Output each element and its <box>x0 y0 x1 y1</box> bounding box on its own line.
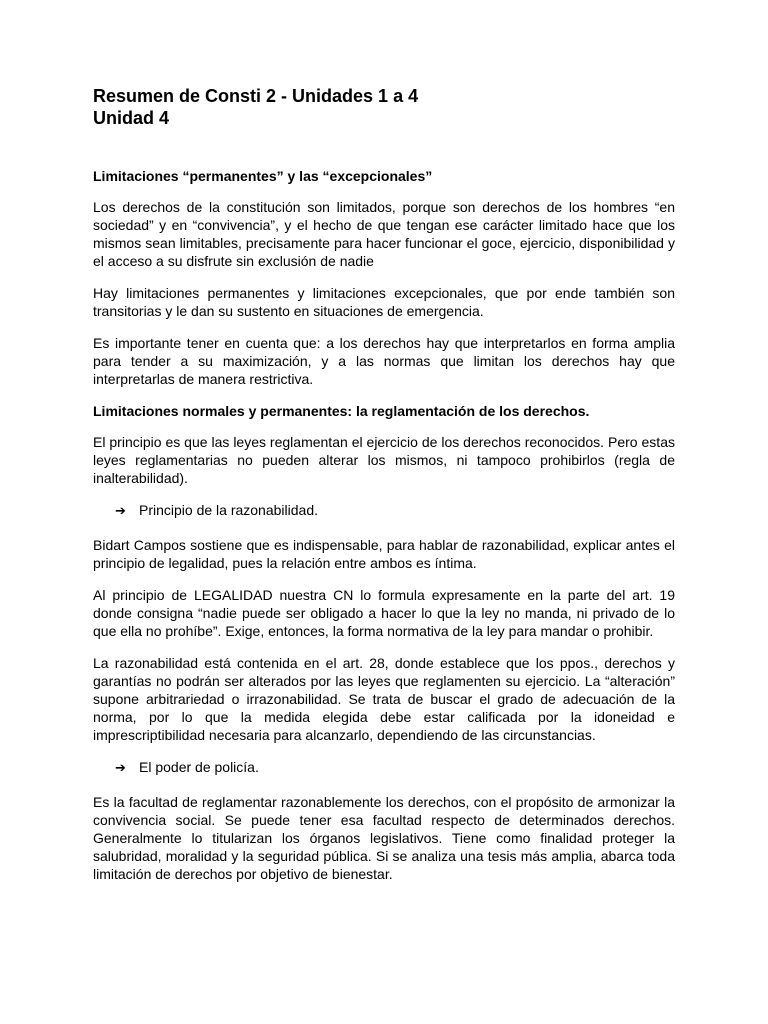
unit-title: Unidad 4 <box>93 108 170 128</box>
bullet-item-razonabilidad <box>93 501 675 521</box>
paragraph: Los derechos de la constitución son limitados, porque son derechos de los hombres “en sociedad” y en “convivencia”, y el hecho de que tengan ese carácter limitado hace que los mismos sean limitables, precisamente para hacer funcionar el goce, ejercicio, disponibilidad y el acceso a su disfrute sin exclusión de nadie <box>93 199 675 269</box>
section-heading-limitaciones: Limitaciones “permanentes” y las “excepcionales” <box>93 168 433 184</box>
arrow-bullet-icon: ➔ <box>115 504 126 519</box>
bullet-item-poder-de-policia <box>93 758 675 778</box>
paragraph: Al principio de LEGALIDAD nuestra CN lo formula expresamente en la parte del art. 19 donde consigna “nadie puede ser obligado a hacer lo que la ley no manda, ni privado de lo que ella no prohíbe”. Exige, entonces, la forma normativa de la ley para mandar o prohibir. <box>93 587 675 639</box>
paragraph: El principio es que las leyes reglamentan el ejercicio de los derechos reconocidos. Pero estas leyes reglamentarias no pueden alterar los mismos, ni tampoco prohibirlos (regla de inalterabilidad). <box>93 434 675 486</box>
section-heading-reglamentacion: Limitaciones normales y permanentes: la reglamentación de los derechos. <box>93 403 590 419</box>
paragraph: Es importante tener en cuenta que: a los derechos hay que interpretarlos en forma amplia para tender a su maximización, y a las normas que limitan los derechos hay que interpretarlas de manera restrictiva. <box>93 335 675 387</box>
paragraph: Hay limitaciones permanentes y limitaciones excepcionales, que por ende también son transitorias y le dan su sustento en situaciones de emergencia. <box>93 285 675 319</box>
bullet-label: Principio de la razonabilidad. <box>139 502 318 518</box>
bullet-label: El poder de policía. <box>139 759 259 775</box>
paragraph: La razonabilidad está contenida en el art. 28, donde establece que los ppos., derechos y garantías no podrán ser alterados por las leyes que reglamenten su ejercicio. La “alteración” supone arbitrariedad o irrazonabilidad. Se trata de buscar el grado de adecuación de la norma, por lo que la medida elegida debe estar calificada por la idoneidad e imprescriptibilidad necesaria para alcanzarlo, dependiendo de las circunstancias. <box>93 655 675 743</box>
arrow-bullet-icon: ➔ <box>115 761 126 776</box>
document-title: Resumen de Consti 2 - Unidades 1 a 4 <box>93 86 419 106</box>
paragraph: Es la facultad de reglamentar razonablemente los derechos, con el propósito de armonizar la convivencia social. Se puede tener esa facultad respecto de determinados derechos. Generalmente lo titularizan los órganos legislativos. Tiene como finalidad proteger la salubridad, moralidad y la seguridad pública. Si se analiza una tesis más amplia, abarca toda limitación de derechos por objetivo de bienestar. <box>93 794 675 882</box>
paragraph: Bidart Campos sostiene que es indispensable, para hablar de razonabilidad, explicar antes el principio de legalidad, pues la relación entre ambos es íntima. <box>93 537 675 571</box>
